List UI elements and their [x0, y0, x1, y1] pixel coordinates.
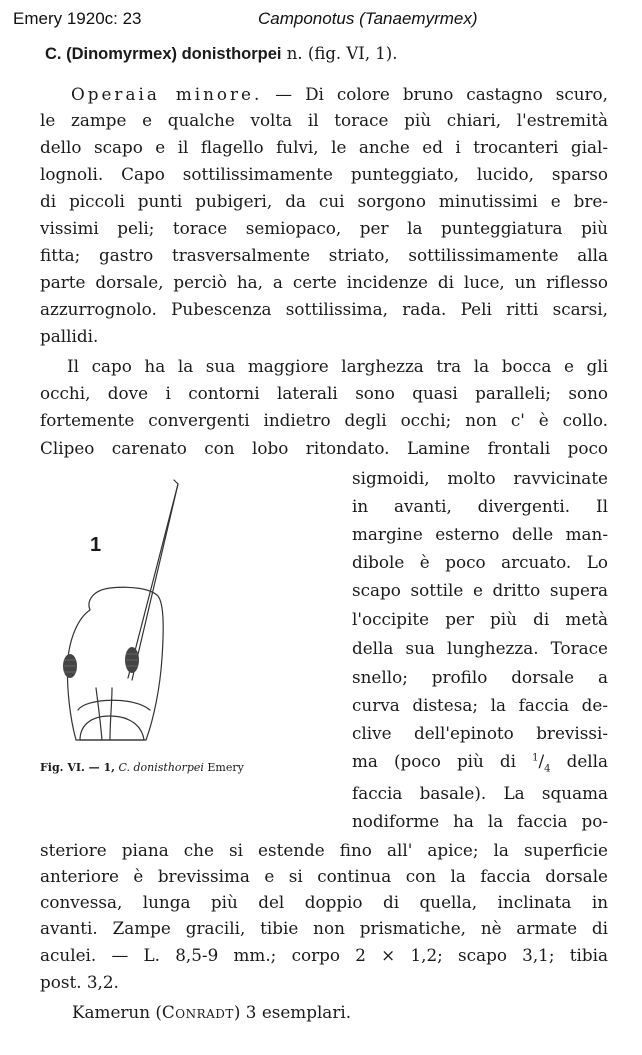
para2-line-2: occhi, dove i contorni laterali sono quasi paralleli; sono — [40, 383, 608, 403]
para1-line-8: parte dorsale, perciò ha, a certe incidenze di luce, un riflesso — [40, 272, 608, 292]
species-name: C. (Dinomyrmex) donisthorpei — [45, 45, 282, 63]
para2-after-5: aculei. — L. 8,5-9 mm.; corpo 2 × 1,2; scapo 3,1; tibia — [40, 945, 608, 965]
para1-line-1 — [71, 86, 608, 103]
antenna-scape — [128, 480, 178, 678]
para2-after-3: convessa, lunga più del doppio di quella, inclinata in — [40, 892, 608, 912]
column-line-8: snello; profilo dorsale a — [352, 667, 608, 687]
caption-author: Emery — [207, 761, 244, 774]
figure-caption — [40, 761, 244, 774]
para2-line-4: Clipeo carenato con lobo ritondato. Lamine frontali poco — [40, 438, 608, 458]
fraction-numerator: 1 — [532, 752, 539, 764]
species-title — [45, 44, 398, 64]
para1-line-4: lognoli. Capo sottilissimamente punteggiato, lucido, sparso — [40, 164, 608, 184]
para1-line-3: dello scapo e il flagello fulvi, le anche ed i trocanteri gial- — [40, 137, 608, 157]
taxon-header: Camponotus (Tanaemyrmex) — [258, 9, 478, 28]
para1-line-6: vissimi peli; torace semiopaco, per la punteggiatura più — [40, 218, 608, 238]
column-line-2: in avanti, divergenti. Il — [352, 496, 608, 516]
frontal-carina-left — [96, 688, 102, 740]
column-line-6: l'occipite per più di metà — [352, 609, 608, 629]
compound-eyes — [63, 647, 139, 678]
para1-line-9: azzurrognolo. Pubescenza sottilissima, rada. Peli ritti scarsi, — [40, 299, 608, 319]
ant-head-illustration — [50, 478, 320, 758]
para2-line-3: fortemente convergenti indietro degli occhi; non c' è collo. — [40, 410, 608, 430]
column-line-9: curva distesa; la faccia de- — [352, 695, 608, 715]
column-line-1: sigmoidi, molto ravvicinate — [352, 468, 608, 488]
column-line-12: faccia basale). La squama — [352, 783, 608, 803]
locality-line — [72, 1004, 372, 1021]
para1-line-2: le zampe e qualche volta il torace più chiari, l'estremità — [40, 110, 608, 130]
para2-after-4: avanti. Zampe gracili, tibie non prismatiche, nè armate di — [40, 918, 608, 938]
clypeal-margin — [80, 716, 144, 740]
species-title-rest: n. (fig. VI, 1). — [281, 44, 398, 63]
column-line-4: dibole è poco arcuato. Lo — [352, 552, 608, 572]
column-line-7: della sua lunghezza. Torace — [352, 638, 608, 658]
locality-pre: Kamerun ( — [72, 1002, 162, 1022]
caste-heading: Operaia minore. — [71, 84, 263, 104]
column-line-11-pre: ma (poco più di — [352, 751, 533, 771]
para1-line-10: pallidi. — [40, 326, 99, 346]
column-line-11-post: della — [550, 751, 608, 771]
para1-line-5: di piccoli punti pubigeri, da cui sorgono minutissimi e bre- — [40, 191, 608, 211]
para1-line-7: fitta; gastro trasversalmente striato, sottilissimamente alla — [40, 245, 608, 265]
caption-species: C. donisthorpei — [118, 761, 204, 774]
column-line-10: clive dell'epinoto brevissi- — [352, 723, 608, 743]
column-line-11: ma (poco più di $^1/_4$ della — [352, 751, 608, 775]
frontal-carina-right — [110, 688, 112, 740]
citation-header: Emery 1920c: 23 — [13, 9, 142, 28]
column-line-5: scapo sottile e dritto supera — [352, 580, 608, 600]
fraction-denominator: 4 — [544, 763, 551, 775]
column-line-13: nodiforme ha la faccia po- — [352, 811, 608, 831]
para1-line-1-rest: — Di colore bruno castagno scuro, — [262, 84, 608, 104]
collector-name: Conradt — [161, 1002, 234, 1022]
clypeus — [78, 700, 150, 710]
caption-label: Fig. VI. — 1, — [40, 761, 115, 774]
column-line-3: margine esterno delle man- — [352, 524, 608, 544]
locality-post: ) 3 esemplari. — [233, 1002, 352, 1022]
antenna-scape-outline — [132, 484, 178, 680]
figure-number: 1 — [90, 534, 102, 556]
para2-after-1: steriore piana che si estende fino all' apice; la superficie — [40, 840, 608, 860]
para2-after-2: anteriore è brevissima e si continua con la faccia dorsale — [40, 866, 608, 886]
para2-last-line: post. 3,2. — [40, 972, 119, 992]
para2-line-1: Il capo ha la sua maggiore larghezza tra la bocca e gli — [67, 356, 608, 376]
